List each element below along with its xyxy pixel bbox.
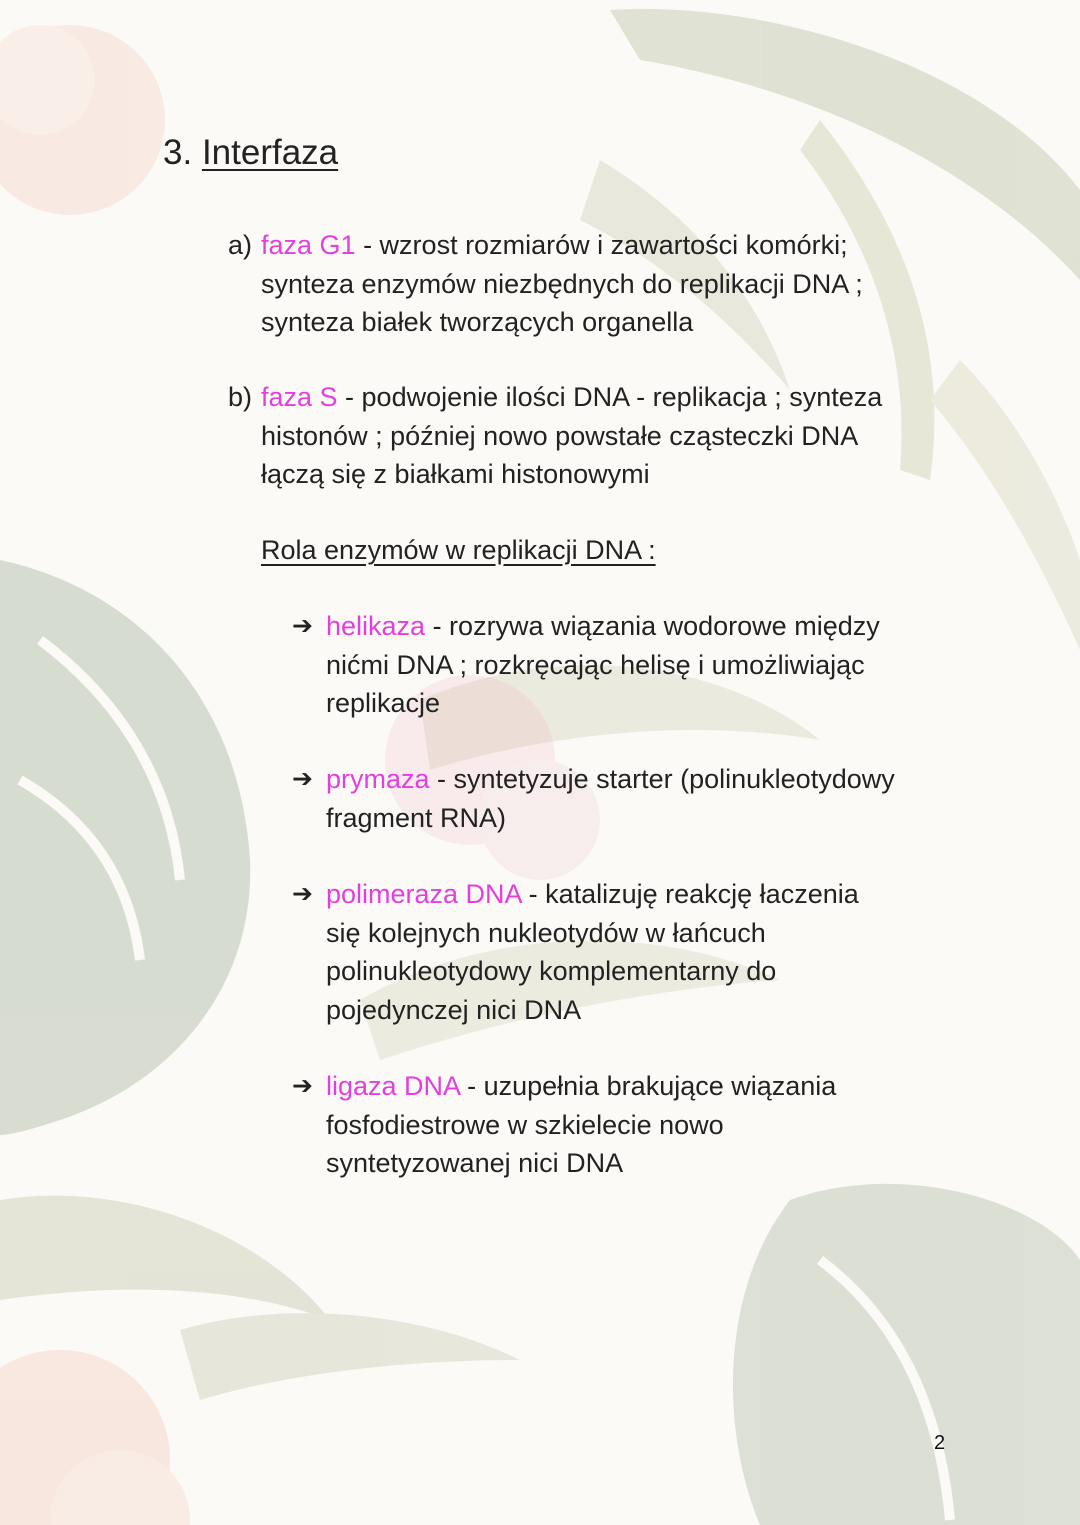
- phase-g1-line-2: synteza enzymów niezbędnych do replikacji DNA ;: [261, 268, 863, 299]
- phase-s-line-3: łączą się z białkami histonowymi: [261, 459, 650, 489]
- enzyme-polimeraza-line-4: pojedynczej nici DNA: [326, 994, 582, 1025]
- arrow-bullet-icon: ➔: [292, 612, 313, 640]
- enzyme-ligaza: [292, 1067, 966, 1183]
- enzyme-prymaza: [292, 760, 966, 837]
- enzyme-polimeraza-line-2: się kolejnych nukleotydów w łańcuch: [326, 917, 766, 948]
- enzyme-helikaza: [292, 607, 966, 723]
- enzyme-ligaza-line-3: syntetyzowanej nici DNA: [326, 1148, 624, 1178]
- enzyme-ligaza-line-1: - uzupełnia brakujące wiązania: [459, 1071, 837, 1101]
- phase-s-term: faza S: [261, 382, 338, 412]
- enzyme-helikaza-line-3: replikacje: [326, 688, 441, 718]
- phase-s: [228, 378, 883, 494]
- enzyme-prymaza-line-2: fragment RNA): [326, 802, 507, 833]
- phase-g1-term: faza G1: [261, 230, 356, 260]
- phase-g1-marker: a): [228, 230, 253, 260]
- enzyme-prymaza-line-1: - syntetyzuje starter (polinukleotydowy: [429, 764, 895, 794]
- enzyme-prymaza-term: prymaza: [326, 764, 430, 794]
- enzyme-helikaza-line-1: - rozrywa wiązania wodorowe między: [425, 611, 880, 641]
- enzymes-subheading: Rola enzymów w replikacji DNA :: [261, 535, 656, 565]
- phase-g1: [228, 226, 863, 342]
- section-number: 3.: [163, 133, 193, 172]
- enzyme-ligaza-term: ligaza DNA: [326, 1071, 460, 1101]
- section-heading: [163, 132, 338, 174]
- section-title: Interfaza: [201, 133, 339, 172]
- phase-g1-line-1: - wzrost rozmiarów i zawartości komórki;: [355, 230, 848, 260]
- phase-s-line-2: histonów ; później nowo powstałe cząsteczki DNA: [261, 420, 859, 451]
- page-number: 2: [934, 1432, 946, 1454]
- enzyme-polimeraza-line-3: polinukleotydowy komplementarny do: [326, 956, 777, 986]
- enzyme-polimeraza: [292, 875, 966, 1029]
- arrow-bullet-icon: ➔: [292, 1072, 313, 1100]
- phase-s-line-1: - podwojenie ilości DNA - replikacja ; synteza: [337, 382, 883, 412]
- phase-s-marker: b): [228, 382, 253, 412]
- enzyme-polimeraza-term: polimeraza DNA: [326, 879, 522, 909]
- enzyme-polimeraza-line-1: - katalizuję reakcję łaczenia: [521, 879, 859, 909]
- enzyme-helikaza-term: helikaza: [326, 611, 426, 641]
- arrow-bullet-icon: ➔: [292, 880, 313, 908]
- enzyme-helikaza-line-2: nićmi DNA ; rozkręcając helisę i umożliwiając: [326, 649, 865, 680]
- enzyme-ligaza-line-2: fosfodiestrowe w szkielecie nowo: [326, 1109, 724, 1140]
- arrow-bullet-icon: ➔: [292, 765, 313, 793]
- phase-g1-line-3: synteza białek tworzących organella: [261, 307, 694, 337]
